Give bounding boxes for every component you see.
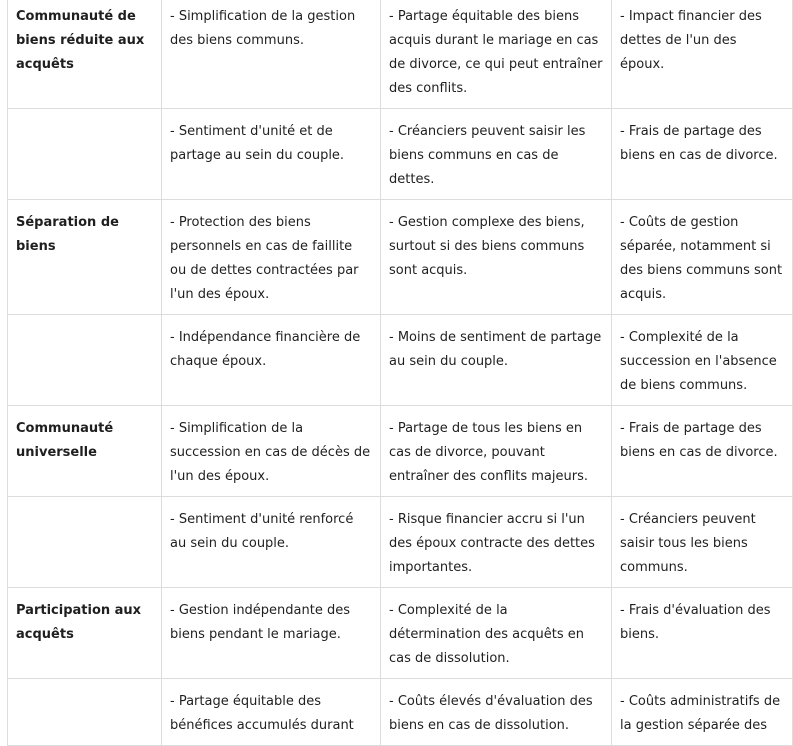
- table-row: [8, 109, 793, 200]
- avantage-cell: - Simplification de la gestion des biens communs.: [162, 0, 381, 109]
- regime-cell: Séparation de biens: [8, 200, 162, 315]
- regime-cell: Communauté de biens réduite aux acquêts: [8, 0, 162, 109]
- cout-cell: - Impact financier des dettes de l'un des époux.: [612, 0, 793, 109]
- regime-cell: Communauté universelle: [8, 406, 162, 497]
- inconvenient-cell: - Moins de sentiment de partage au sein du couple.: [381, 315, 612, 406]
- avantage-cell: - Simplification de la succession en cas de décès de l'un des époux.: [162, 406, 381, 497]
- avantage-cell: - Partage équitable des bénéfices accumulés durant: [162, 679, 381, 746]
- table-row: [8, 497, 793, 588]
- regime-cell: Participation aux acquêts: [8, 588, 162, 679]
- avantage-cell: - Indépendance financière de chaque époux.: [162, 315, 381, 406]
- inconvenient-cell: - Partage de tous les biens en cas de divorce, pouvant entraîner des conflits majeurs.: [381, 406, 612, 497]
- cout-cell: - Coûts administratifs de la gestion séparée des: [612, 679, 793, 746]
- inconvenient-cell: - Coûts élevés d'évaluation des biens en cas de dissolution.: [381, 679, 612, 746]
- cout-cell: - Coûts de gestion séparée, notamment si des biens communs sont acquis.: [612, 200, 793, 315]
- cout-cell: - Frais de partage des biens en cas de divorce.: [612, 406, 793, 497]
- cout-cell: - Frais de partage des biens en cas de divorce.: [612, 109, 793, 200]
- cout-cell: - Complexité de la succession en l'absence de biens communs.: [612, 315, 793, 406]
- table-row: [8, 200, 793, 315]
- table-row: [8, 588, 793, 679]
- table-row: [8, 315, 793, 406]
- table-row: [8, 679, 793, 746]
- table-row: [8, 0, 793, 109]
- avantage-cell: - Protection des biens personnels en cas de faillite ou de dettes contractées par l'un des époux.: [162, 200, 381, 315]
- avantage-cell: - Gestion indépendante des biens pendant le mariage.: [162, 588, 381, 679]
- table-row: [8, 406, 793, 497]
- regimes-matrimoniaux-table: [7, 0, 793, 746]
- inconvenient-cell: - Gestion complexe des biens, surtout si des biens communs sont acquis.: [381, 200, 612, 315]
- avantage-cell: - Sentiment d'unité et de partage au sein du couple.: [162, 109, 381, 200]
- inconvenient-cell: - Partage équitable des biens acquis durant le mariage en cas de divorce, ce qui peut entraîner des conflits.: [381, 0, 612, 109]
- avantage-cell: - Sentiment d'unité renforcé au sein du couple.: [162, 497, 381, 588]
- cout-cell: - Frais d'évaluation des biens.: [612, 588, 793, 679]
- inconvenient-cell: - Risque financier accru si l'un des époux contracte des dettes importantes.: [381, 497, 612, 588]
- regime-cell: [8, 315, 162, 406]
- cout-cell: - Créanciers peuvent saisir tous les biens communs.: [612, 497, 793, 588]
- regime-cell: [8, 109, 162, 200]
- inconvenient-cell: - Créanciers peuvent saisir les biens communs en cas de dettes.: [381, 109, 612, 200]
- inconvenient-cell: - Complexité de la détermination des acquêts en cas de dissolution.: [381, 588, 612, 679]
- regime-cell: [8, 497, 162, 588]
- regime-cell: [8, 679, 162, 746]
